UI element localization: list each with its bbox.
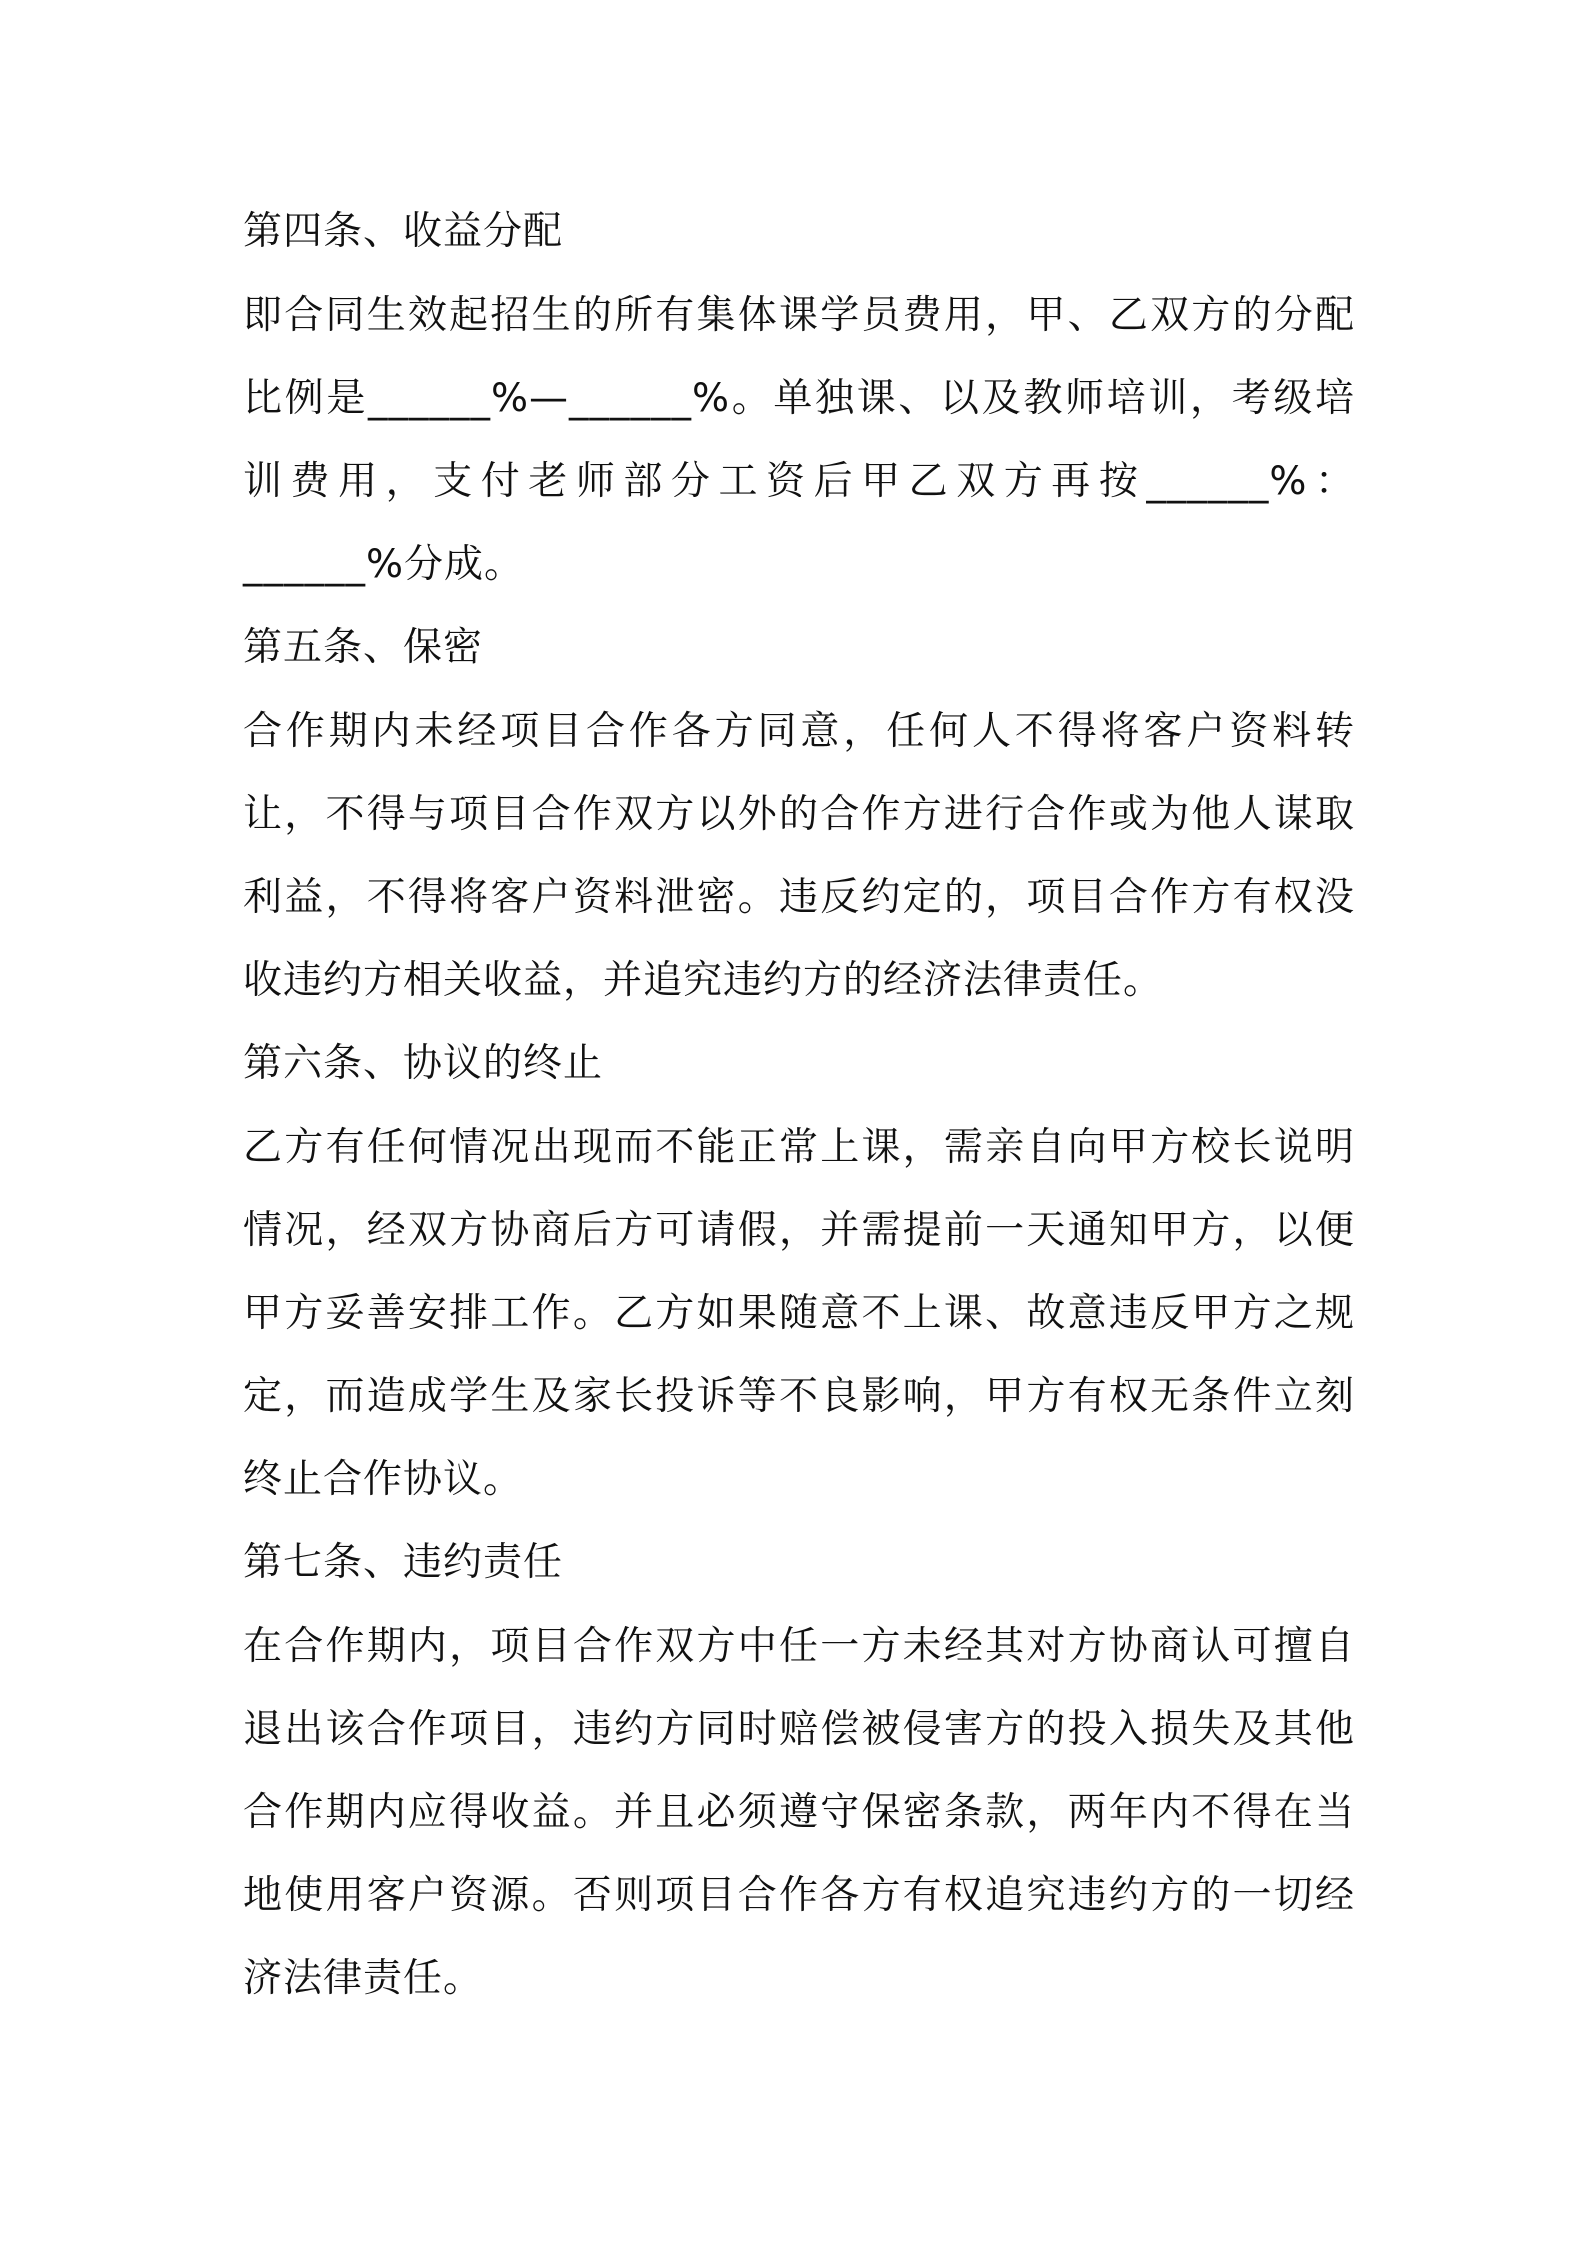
section-confidentiality <box>243 606 1355 1022</box>
section-body: 合作期内未经项目合作各方同意，任何人不得将客户资料转让，不得与项目合作双方以外的合作方进行合作或为他人谋取利益，不得将客户资料泄密。违反约定的，项目合作方有权没收违约方相关收益，并追究违约方的经济法律责任。 <box>243 709 1355 1003</box>
section-body: 在合作期内，项目合作双方中任一方未经其对方协商认可擅自退出该合作项目，违约方同时赔偿被侵害方的投入损失及其他合作期内应得收益。并且必须遵守保密条款，两年内不得在当地使用客户资源。否则项目合作各方有权追究违约方的一切经济法律责任。 <box>243 1624 1355 2001</box>
section-body: 即合同生效起招生的所有集体课学员费用，甲、乙双方的分配比例是______%—______%。单独课、以及教师培训，考级培训费用，支付老师部分工资后甲乙双方再按______%：______%分成。 <box>243 293 1355 587</box>
section-title: 第五条、保密 <box>243 625 484 670</box>
section-title: 第四条、收益分配 <box>243 209 564 254</box>
section-revenue-distribution <box>243 190 1355 606</box>
section-body: 乙方有任何情况出现而不能正常上课，需亲自向甲方校长说明情况，经双方协商后方可请假，并需提前一天通知甲方，以便甲方妥善安排工作。乙方如果随意不上课、故意违反甲方之规定，而造成学生及家长投诉等不良影响，甲方有权无条件立刻终止合作协议。 <box>243 1125 1355 1502</box>
section-termination <box>243 1022 1355 1521</box>
section-title: 第七条、违约责任 <box>243 1540 564 1585</box>
section-title: 第六条、协议的终止 <box>243 1041 604 1086</box>
document-page <box>243 190 1355 2020</box>
section-breach-liability <box>243 1521 1355 2020</box>
